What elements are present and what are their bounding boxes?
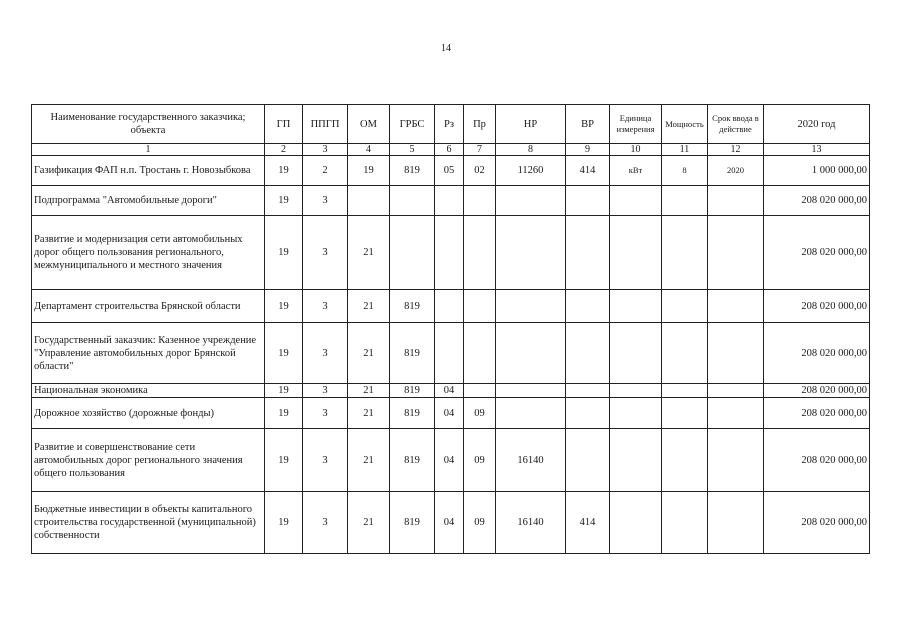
table-cell [610,492,662,554]
table-cell [566,323,610,384]
header-cell: ГП [265,105,303,144]
table-cell: 21 [348,323,390,384]
table-row [32,290,870,323]
table-cell: 04 [435,398,464,429]
column-number-row [32,144,870,156]
object-name-cell: Бюджетные инвестиции в объекты капитального строительства государственной (муниципальной) собственности [32,492,265,554]
table-cell [610,323,662,384]
column-number: 6 [435,144,464,156]
table-cell [566,384,610,398]
table-cell: 3 [303,290,348,323]
column-number: 1 [32,144,265,156]
table-cell: 3 [303,398,348,429]
table-cell: 2020 [708,156,764,186]
table-cell: 819 [390,429,435,492]
amount-cell: 208 020 000,00 [764,216,870,290]
table-cell [435,216,464,290]
column-number: 2 [265,144,303,156]
table-cell [496,186,566,216]
table-cell [348,186,390,216]
table-cell [662,429,708,492]
table-cell: 819 [390,156,435,186]
table-cell [708,384,764,398]
table-row [32,398,870,429]
header-cell: Пр [464,105,496,144]
table-row [32,492,870,554]
column-number: 5 [390,144,435,156]
budget-table [31,104,870,554]
header-cell: Мощность [662,105,708,144]
table-cell [662,398,708,429]
table-cell: 19 [265,492,303,554]
table-cell [464,216,496,290]
amount-cell: 208 020 000,00 [764,384,870,398]
table-cell: 19 [265,323,303,384]
table-cell: 09 [464,429,496,492]
header-cell: ВР [566,105,610,144]
table-cell [662,186,708,216]
table-cell: 3 [303,429,348,492]
table-row [32,186,870,216]
table-cell: 09 [464,398,496,429]
table-cell: 819 [390,492,435,554]
table-cell: 02 [464,156,496,186]
table-cell [662,492,708,554]
table-cell: 09 [464,492,496,554]
column-number: 8 [496,144,566,156]
table-cell: 3 [303,492,348,554]
table-cell [708,398,764,429]
table-cell [708,290,764,323]
table-cell [610,429,662,492]
table-cell [390,216,435,290]
table-cell [496,323,566,384]
table-cell [496,216,566,290]
amount-cell: 208 020 000,00 [764,398,870,429]
column-number: 11 [662,144,708,156]
table-cell [610,186,662,216]
table-cell: 04 [435,492,464,554]
column-number: 12 [708,144,764,156]
table-cell: кВт [610,156,662,186]
table-cell [464,186,496,216]
column-number: 13 [764,144,870,156]
amount-cell: 1 000 000,00 [764,156,870,186]
object-name-cell: Подпрограмма "Автомобильные дороги" [32,186,265,216]
table-cell: 11260 [496,156,566,186]
table-cell [464,290,496,323]
amount-cell: 208 020 000,00 [764,323,870,384]
column-number: 9 [566,144,610,156]
table-cell: 05 [435,156,464,186]
header-cell: Наименование государственного заказчика; объекта [32,105,265,144]
amount-cell: 208 020 000,00 [764,290,870,323]
table-cell: 19 [265,398,303,429]
amount-cell: 208 020 000,00 [764,186,870,216]
table-cell: 16140 [496,429,566,492]
table-cell: 8 [662,156,708,186]
header-cell: ГРБС [390,105,435,144]
column-number: 3 [303,144,348,156]
object-name-cell: Газификация ФАП н.п. Тростань г. Новозыбкова [32,156,265,186]
object-name-cell: Развитие и совершенствование сети автомобильных дорог регионального значения общего пользования [32,429,265,492]
table-cell [708,492,764,554]
table-cell: 2 [303,156,348,186]
table-cell [610,216,662,290]
table-cell: 819 [390,398,435,429]
table-cell: 04 [435,384,464,398]
table-cell: 19 [348,156,390,186]
table-cell: 19 [265,290,303,323]
header-cell: Срок ввода в действие [708,105,764,144]
object-name-cell: Дорожное хозяйство (дорожные фонды) [32,398,265,429]
table-row [32,156,870,186]
table-cell: 414 [566,492,610,554]
table-cell [496,398,566,429]
table-cell [708,186,764,216]
table-cell [566,398,610,429]
table-cell [566,290,610,323]
table-cell: 819 [390,384,435,398]
table-cell: 21 [348,384,390,398]
header-cell: ОМ [348,105,390,144]
table-cell [390,186,435,216]
table-cell: 21 [348,429,390,492]
header-cell: НР [496,105,566,144]
table-row [32,216,870,290]
table-row [32,384,870,398]
table-cell [566,216,610,290]
header-row [32,105,870,144]
table-cell: 21 [348,290,390,323]
table-cell [662,384,708,398]
table-cell: 21 [348,216,390,290]
table-cell: 3 [303,216,348,290]
table-cell [662,290,708,323]
table-cell: 3 [303,323,348,384]
table-cell: 04 [435,429,464,492]
table-cell: 16140 [496,492,566,554]
table-cell: 819 [390,323,435,384]
table-row [32,429,870,492]
table-cell [708,216,764,290]
table-cell: 3 [303,186,348,216]
object-name-cell: Развитие и модернизация сети автомобильных дорог общего пользования регионального, межмуниципального и местного значения [32,216,265,290]
page-number: 14 [441,43,451,54]
table-cell [435,186,464,216]
header-cell: Единица измерения [610,105,662,144]
table-cell: 21 [348,398,390,429]
table-cell: 19 [265,429,303,492]
table-cell [708,323,764,384]
table-cell: 819 [390,290,435,323]
object-name-cell: Департамент строительства Брянской области [32,290,265,323]
header-cell: Рз [435,105,464,144]
object-name-cell: Государственный заказчик: Казенное учреждение "Управление автомобильных дорог Брянской области" [32,323,265,384]
object-name-cell: Национальная экономика [32,384,265,398]
header-cell: 2020 год [764,105,870,144]
table-cell [566,429,610,492]
table-cell [610,384,662,398]
table-cell: 19 [265,384,303,398]
table-cell: 414 [566,156,610,186]
table-cell: 19 [265,156,303,186]
table-cell [610,290,662,323]
table-cell [496,290,566,323]
table-cell [435,323,464,384]
table-cell [566,186,610,216]
header-cell: ППГП [303,105,348,144]
table-cell: 19 [265,186,303,216]
column-number: 4 [348,144,390,156]
column-number: 10 [610,144,662,156]
column-number: 7 [464,144,496,156]
table-cell [610,398,662,429]
table-cell [496,384,566,398]
table-row [32,323,870,384]
amount-cell: 208 020 000,00 [764,492,870,554]
table-cell [464,384,496,398]
amount-cell: 208 020 000,00 [764,429,870,492]
table-cell [662,323,708,384]
table-cell [708,429,764,492]
table-cell: 21 [348,492,390,554]
table-cell: 19 [265,216,303,290]
table-cell [662,216,708,290]
table-cell: 3 [303,384,348,398]
table-cell [464,323,496,384]
table-cell [435,290,464,323]
